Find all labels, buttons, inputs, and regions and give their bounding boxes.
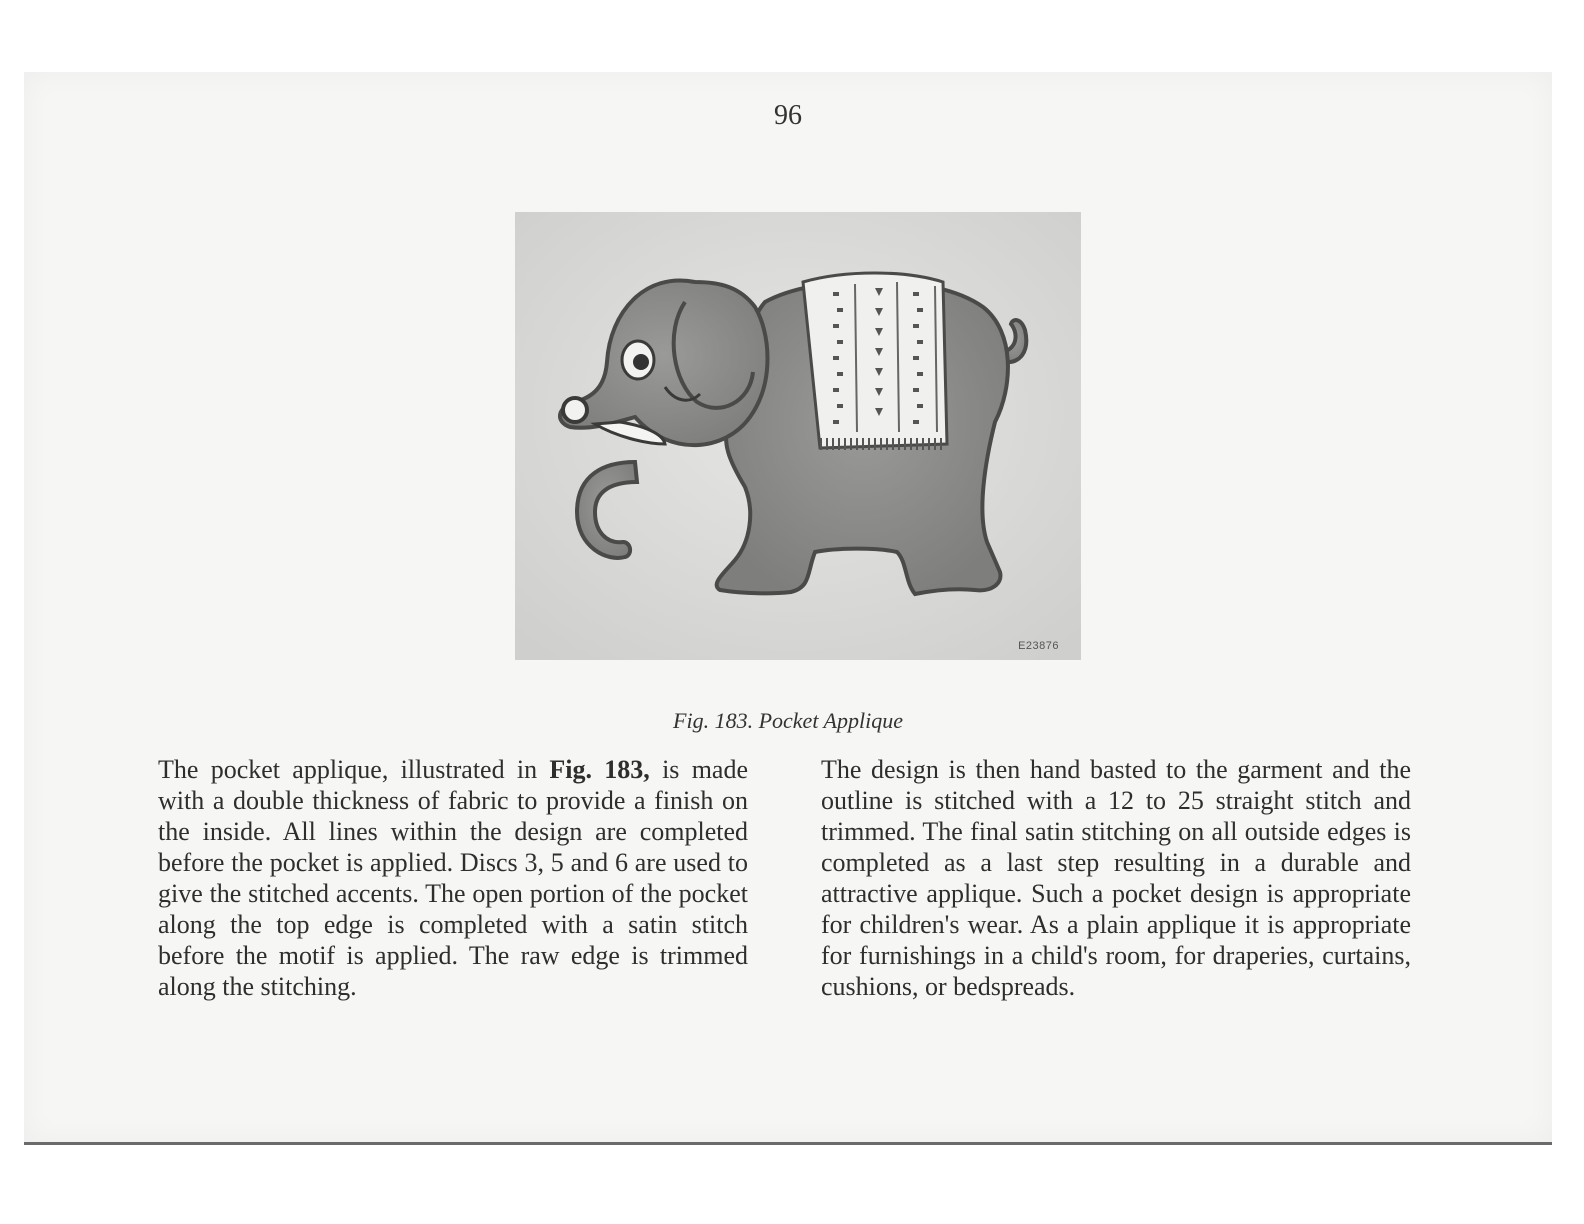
left-paragraph-lead: The pocket applique, illustrated in [158, 755, 550, 784]
book-page [24, 72, 1552, 1145]
plate-code: E23876 [1018, 640, 1059, 652]
right-paragraph: The design is then hand basted to the garment and the outline is stitched with a 12 to 25 straight stitch and trimmed. The final satin stitching on all outside edges is completed as a last step resulting in a durable and attractive applique. Such a pocket design is appropriate for children's wear. As a plain applique it is appropriate for furnishings in a child's room, for draperies, curtains, cushions, or bedspreads. [821, 755, 1411, 1001]
elephant-applique-illustration [515, 212, 1081, 660]
figure-photo [515, 212, 1081, 660]
figure-reference: Fig. 183, [549, 755, 650, 784]
body-right-column [821, 754, 1411, 1002]
left-paragraph [158, 754, 748, 1002]
body-left-column [158, 754, 748, 1002]
left-paragraph-rest: is made with a double thickness of fabric to provide a finish on the inside. All lines within the design are completed before the pocket is applied. Discs 3, 5 and 6 are used to give the stitched accents. The open portion of the pocket along the top edge is completed with a satin stitch before the motif is applied. The raw edge is trimmed along the stitching. [158, 755, 748, 1001]
figure-caption: Fig. 183. Pocket Applique [673, 708, 903, 733]
page-number: 96 [774, 100, 802, 131]
